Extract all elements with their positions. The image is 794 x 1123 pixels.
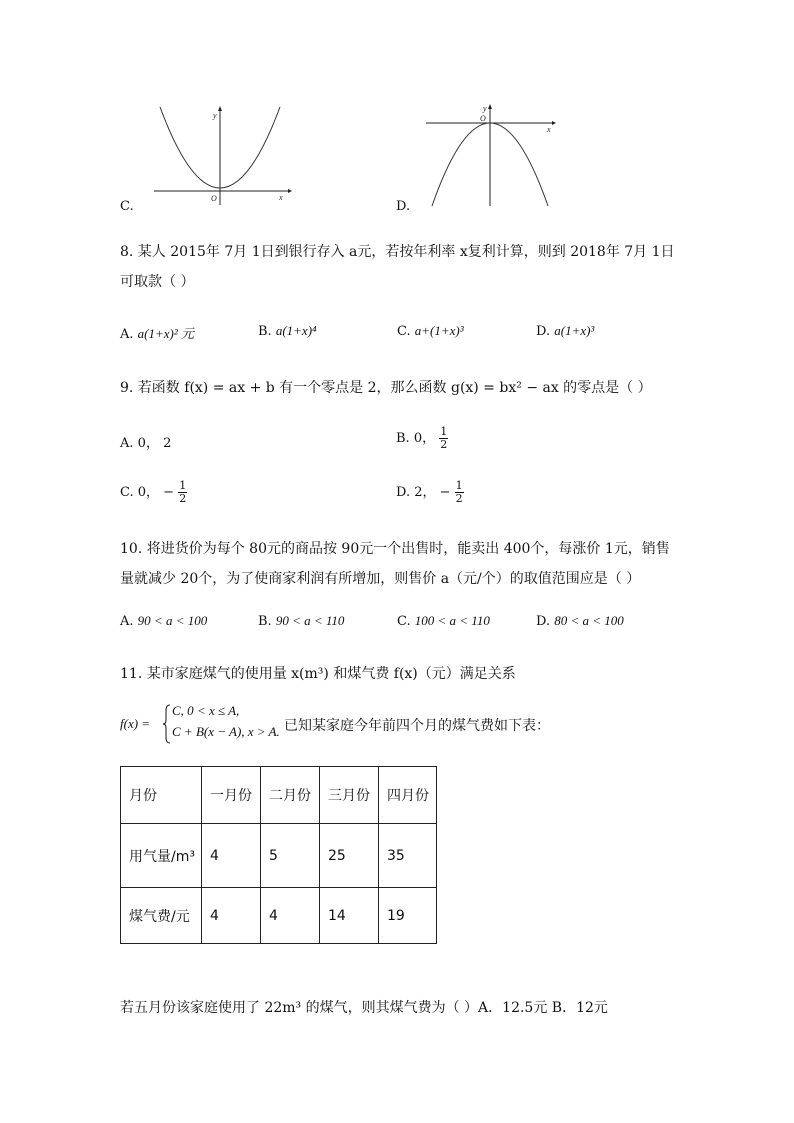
table-cell: 19	[379, 888, 437, 944]
graph-d-x-label: x	[547, 125, 551, 134]
graph-d-origin-label: O	[480, 114, 486, 123]
q11-piecewise-function	[120, 702, 560, 746]
table-cell: 25	[320, 824, 379, 888]
q8-line2: 可取款（ ）	[120, 274, 195, 290]
q11-stem: 11. 某市家庭煤气的使用量 x(m³) 和煤气费 f(x)（元）满足关系	[120, 666, 516, 682]
graph-d-y-label: y	[483, 104, 487, 113]
table-header-row	[121, 767, 437, 824]
table-header-cell: 一月份	[202, 767, 261, 824]
q11-case2: C + B(x − A), x > A.	[172, 724, 280, 739]
q8-line1: 8. 某人 2015年 7月 1日到银行存入 a元，若按年利率 x复利计算，则到 2018年 7月 1日	[120, 244, 675, 260]
graph-c-x-label: x	[279, 193, 283, 202]
q10-option-c: C. 100 < a < 110	[397, 613, 490, 629]
q10-line1: 10. 将进货价为每个 80元的商品按 90元一个出售时，能卖出 400个，每涨价 1元，销售	[120, 541, 670, 557]
table-row	[121, 888, 437, 944]
table-cell: 4	[202, 888, 261, 944]
q9-option-b-fraction: $\frac{1}{2}$	[440, 425, 448, 451]
q11-final-line: 若五月份该家庭使用了 22m³ 的煤气，则其煤气费为（ ）A．12.5元 B．12元	[120, 1000, 608, 1016]
q10-line2: 量就减少 20个，为了使商家利润有所增加，则售价 a（元/个）的取值范围应是（ ）	[120, 571, 641, 587]
table-cell: 35	[379, 824, 437, 888]
table-header-cell: 三月份	[320, 767, 379, 824]
q10-option-a: A. 90 < a < 100	[120, 613, 208, 629]
q9-option-d: D. 2， − $\frac{1}{2}$	[396, 479, 463, 505]
table-row	[121, 824, 437, 888]
graph-c-label: C.	[120, 199, 134, 214]
q8-option-d: D. a(1+x)³	[536, 323, 595, 339]
table-row-label: 用气量/m³	[121, 824, 202, 888]
graph-c	[150, 104, 295, 206]
q11-case1: C, 0 < x ≤ A,	[172, 703, 240, 718]
table-cell: 4	[261, 888, 320, 944]
q9-option-c: C. 0， − $\frac{1}{2}$	[120, 479, 187, 505]
table-header-cell: 月份	[121, 767, 202, 824]
q8-option-b: B. a(1+x)⁴	[258, 323, 317, 339]
q8-option-a: A. a(1+x)² 元	[120, 326, 195, 342]
table-header-cell: 二月份	[261, 767, 320, 824]
q10-option-b: B. 90 < a < 110	[258, 613, 345, 629]
q9-option-d-fraction: $\frac{1}{2}$	[455, 479, 463, 505]
left-brace-icon	[162, 704, 172, 744]
graph-d	[420, 102, 560, 208]
graph-d-label: D.	[396, 199, 411, 214]
q11-func-lhs: f(x) =	[120, 716, 151, 731]
graph-c-y-label: y	[213, 111, 217, 120]
graph-c-origin-label: O	[211, 194, 217, 203]
table-row-label: 煤气费/元	[121, 888, 202, 944]
q9-stem: 9. 若函数 f(x) = ax + b 有一个零点是 2，那么函数 g(x) = bx² − ax 的零点是（ ）	[120, 380, 652, 396]
q10-option-d: D. 80 < a < 100	[536, 613, 624, 629]
q9-option-b: B. 0， $\frac{1}{2}$	[396, 425, 448, 451]
q8-option-c: C. a+(1+x)³	[397, 323, 464, 339]
table-cell: 14	[320, 888, 379, 944]
q11-after: 已知某家庭今年前四个月的煤气费如下表：	[284, 718, 550, 734]
table-cell: 5	[261, 824, 320, 888]
table-header-cell: 四月份	[379, 767, 437, 824]
q9-option-a: A. 0， 2	[120, 436, 172, 451]
gas-table	[120, 766, 437, 944]
table-cell: 4	[202, 824, 261, 888]
q9-option-c-fraction: $\frac{1}{2}$	[179, 479, 187, 505]
